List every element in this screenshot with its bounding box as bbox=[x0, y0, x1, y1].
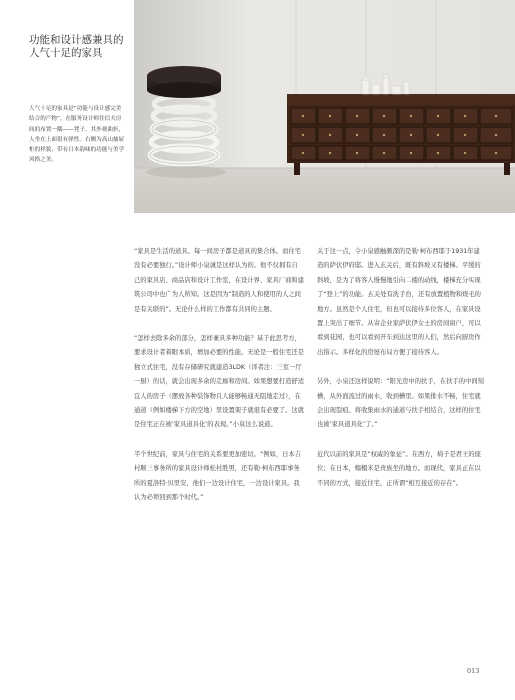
sidebar-title: 功能和设计感兼具的人气十足的家具 bbox=[29, 34, 124, 59]
article-paragraph: “家具是生活的道具。每一间房子都是道具的集合体。而住宅没有必要独行。”设计师小泉诚是这样认为的。他不仅拥有自己的家具店、商品店和设计工作室，在设计界、家具厂商和建筑公司中也广为人所知。这是因为“制造的人和使用的人之间是有关联的”。无论什么样的工作都有共同的主题。 bbox=[134, 248, 305, 313]
sidebar-caption: 人气十足的家具是“功能与设计感完美结合的产物”。在服务设计师住信夫房间的布置一隅——凳子、其外观曲折，人坐在上面很有弹性。右侧为高山抽屉柜的样貌，带有日本韵味的功能与美学风格之美。 bbox=[29, 106, 125, 164]
wooden-cabinet bbox=[287, 94, 515, 175]
article-column-right bbox=[317, 245, 485, 506]
article-paragraph: 另外，小泉还这样说明：“阳光房中的扶手，在扶手的中间刻槽，从外面流过的雨水，收到槽里。如果排水不畅，住宅就会出现裂痕。将收集雨水的通道与扶手相结合，这样的住宅也被‘家具道具化’了。” bbox=[317, 378, 484, 429]
article-paragraph: 近代以前的家具是“权威的象征”。在西方，椅子是君王的座位；在日本，榻榻米是贵族坐的地方。而现代，家具正在以不同的方式，接近住宅，正所谓“相互接近的存在”。 bbox=[317, 450, 481, 487]
article-column-left bbox=[134, 245, 304, 521]
article-paragraph: “怎样去除多余的部分，怎样兼具多种功能？基于此思考方，要求设计者着眼本质，增加必要的性能。无论是一般住宅还是独立式住宅，没有存储研究就建造3LDK（译者注：三室一厅一厨）的话，就会出现多余的走廊和房间。如果想要打造舒适宜人的房子（摆放各种装饰物且人能够畅通无阻地走过），在通道（例如楼梯下方的空地）里设置架子就很有必要了。这就是住宅正在被‘家具道具化’的表现。”小泉这么说道。 bbox=[134, 335, 305, 429]
page-number: 013 bbox=[467, 667, 480, 675]
article-paragraph: 半个世纪前，家具与住宅的关系要更加密切。“例如，日本吉村顺三事务所的家具设计师松村胜男，还有勒·柯布西耶事务所的夏洛特·贝里安，他们一边设计住宅，一边设计家具。我认为必须回到那个时代。” bbox=[134, 450, 301, 502]
furniture-photo bbox=[134, 0, 515, 213]
article-paragraph: 关于这一点，令小泉感触颇深的是勒·柯布西耶于1931年建造的萨伏伊府邸。进入玄关后，既有斜坡又有楼梯。平缓的斜坡，是为了将客人慢慢地引向二楼的动线，楼梯充分实现了“登上”的功能。玄关处有洗手台，还有放置植物和烧毛的地方。虽然是个人住宅，但也可以接待多位客人，在家具设置上突出了细节。从寄企业家萨伏伊女士的房间窗户，可以看到花园，也可以看到开车到达这里的人们，然后向厨房作出指示。多样化的房屋布局方便了接待客人。 bbox=[317, 248, 481, 356]
